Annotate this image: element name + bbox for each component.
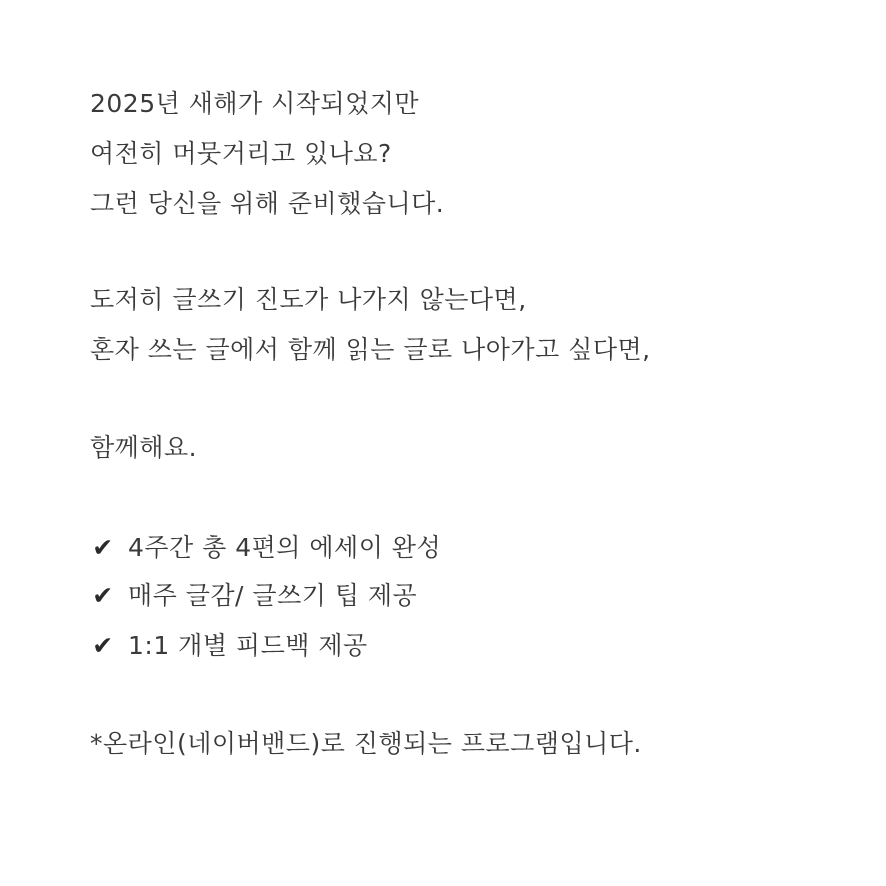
feature-label: 1:1 개별 피드백 제공 <box>128 631 368 660</box>
footnote: *온라인(네이버밴드)로 진행되는 프로그램입니다. <box>90 729 642 758</box>
check-mark-icon: ✔ <box>92 533 114 562</box>
intro-line-1: 2025년 새해가 시작되었지만 <box>90 89 420 118</box>
feature-item <box>90 630 368 662</box>
check-mark-icon: ✔ <box>92 631 114 660</box>
intro-line-3: 그런 당신을 위해 준비했습니다. <box>90 189 445 218</box>
call-to-action: 함께해요. <box>90 433 198 462</box>
check-mark-icon: ✔ <box>92 581 114 610</box>
feature-item <box>90 532 441 564</box>
intro-line-2: 여전히 머뭇거리고 있나요? <box>90 139 392 168</box>
feature-item <box>90 580 417 612</box>
feature-label: 매주 글감/ 글쓰기 팁 제공 <box>128 581 418 610</box>
condition-line-1: 도저히 글쓰기 진도가 나가지 않는다면, <box>90 285 527 314</box>
feature-label: 4주간 총 4편의 에세이 완성 <box>128 533 442 562</box>
condition-line-2: 혼자 쓰는 글에서 함께 읽는 글로 나아가고 싶다면, <box>90 335 651 364</box>
